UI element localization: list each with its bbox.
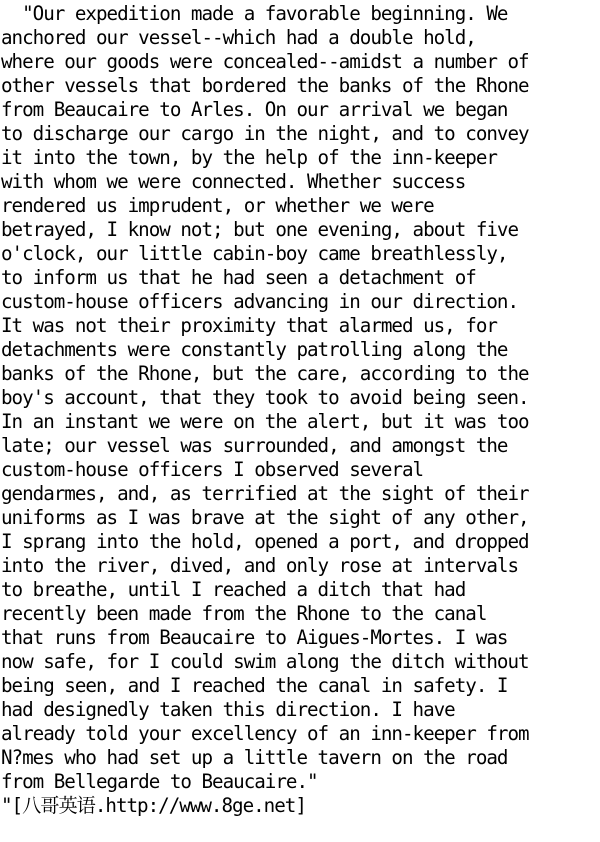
text-line: It was not their proximity that alarmed us, for [1,314,497,337]
source-link-line: "[八哥英语.http://www.8ge.net] [1,794,306,817]
text-line: custom-house officers I observed several [1,458,424,481]
text-line: N?mes who had set up a little tavern on the road [1,746,508,769]
text-line: being seen, and I reached the canal in safety. I [1,674,508,697]
text-line: detachments were constantly patrolling along the [1,338,508,361]
text-line: with whom we were connected. Whether success [1,170,466,193]
text-line: "Our expedition made a favorable beginning. We [1,2,508,25]
text-line: banks of the Rhone, but the care, according to the [1,362,529,385]
text-line: other vessels that bordered the banks of the Rhone [1,74,529,97]
text-line: custom-house officers advancing in our direction. [1,290,519,313]
text-line: anchored our vessel--which had a double hold, [1,26,476,49]
text-line: gendarmes, and, as terrified at the sight of their [1,482,529,505]
text-line: to inform us that he had seen a detachment of [1,266,476,289]
text-line: already told your excellency of an inn-keeper from [1,722,529,745]
text-line: it into the town, by the help of the inn-keeper [1,146,497,169]
text-line: into the river, dived, and only rose at intervals [1,554,519,577]
text-line: o'clock, our little cabin-boy came breathlessly, [1,242,508,265]
text-line: boy's account, that they took to avoid being seen. [1,386,529,409]
text-line: betrayed, I know not; but one evening, about five [1,218,519,241]
text-line: that runs from Beaucaire to Aigues-Mortes. I was [1,626,508,649]
text-line: to discharge our cargo in the night, and to convey [1,122,529,145]
text-line: from Bellegarde to Beaucaire." [1,770,318,793]
text-line: to breathe, until I reached a ditch that had [1,578,466,601]
text-line: late; our vessel was surrounded, and amongst the [1,434,508,457]
text-line: had designedly taken this direction. I have [1,698,455,721]
text-line: recently been made from the Rhone to the canal [1,602,487,625]
text-line: from Beaucaire to Arles. On our arrival we began [1,98,508,121]
text-line: uniforms as I was brave at the sight of any other, [1,506,529,529]
text-line: now safe, for I could swim along the ditch without [1,650,529,673]
text-line: In an instant we were on the alert, but it was too [1,410,529,433]
document-text [1,2,600,818]
text-line: where our goods were concealed--amidst a number of [1,50,529,73]
text-line: rendered us imprudent, or whether we were [1,194,434,217]
text-line: I sprang into the hold, opened a port, and dropped [1,530,529,553]
